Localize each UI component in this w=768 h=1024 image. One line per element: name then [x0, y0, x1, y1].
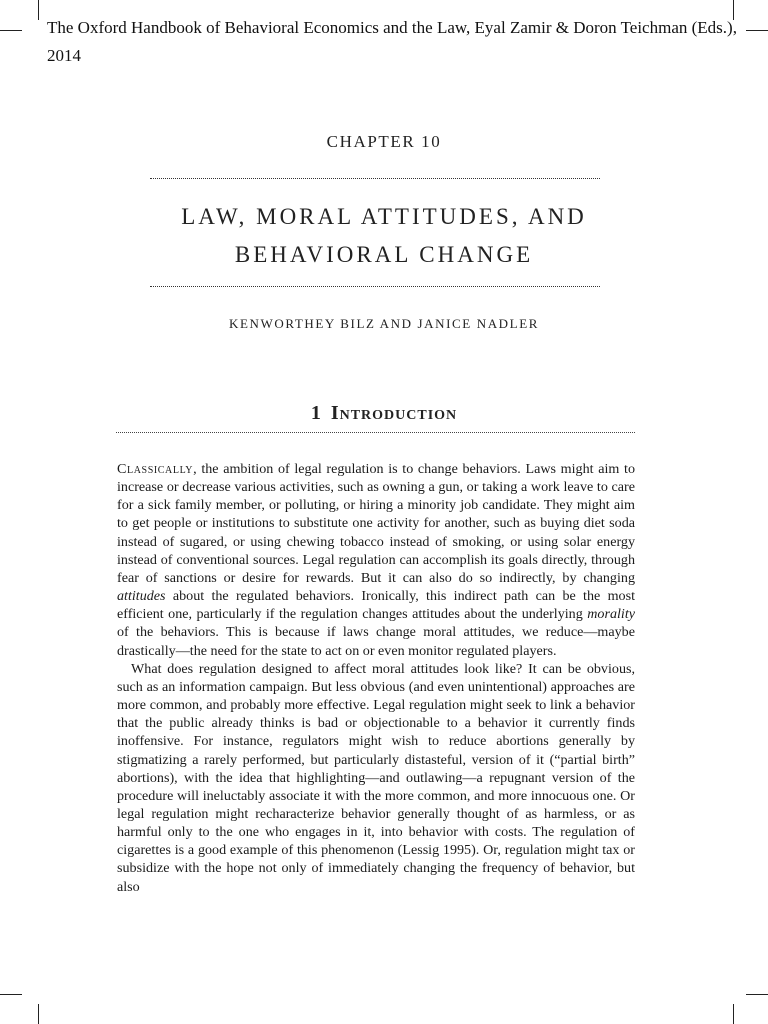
section-rule	[116, 432, 635, 433]
paragraph-text: of the behaviors. This is because if laws change moral attitudes, we reduce—maybe drastically—the need for the state to act on or even monitor regulated players.	[117, 624, 635, 659]
section-number: 1	[310, 402, 321, 424]
crop-mark	[0, 994, 22, 995]
lead-word: Classically	[117, 461, 194, 477]
emphasis-text: attitudes	[117, 588, 166, 605]
paragraph-text: , the ambition of legal regulation is to change behaviors. Laws might aim to increase or decrease various activities, such as owning a gun, or taking a work leave to care for a sick family member, or polluting, or hiring a minority job candidate. They might aim to get people or institutions to substitute one activity for another, such as buying diet soda instead of sugared, or using chewing tobacco instead of smoking, or using solar energy instead of conventional sources. Legal regulation can accomplish its goals directly, through fear of sanctions or desire for rewards. But it can also do so indirectly, by changing	[117, 461, 635, 586]
paragraph-text: about the regulated behaviors. Ironically, this indirect path can be the most efficient one, particularly if the regulation changes attitudes about the underlying	[117, 588, 635, 623]
crop-mark	[746, 30, 768, 31]
chapter-title	[0, 198, 768, 274]
body-text	[117, 460, 635, 896]
section-title: Introduction	[330, 402, 458, 424]
source-citation: The Oxford Handbook of Behavioral Economics and the Law, Eyal Zamir & Doron Teichman (Eds.), 2014	[47, 18, 737, 65]
emphasis-text: morality	[587, 606, 635, 623]
chapter-authors: KENWORTHEY BILZ AND JANICE NADLER	[228, 316, 540, 331]
paragraph: What does regulation designed to affect moral attitudes look like? It can be obvious, such as an information campaign. But less obvious (and even unintentional) approaches are more common, and probably more effective. Legal regulation might seek to link a behavior that the public already thinks is bad or objectionable to a behavior it currently finds inoffensive. For instance, regulators might wish to reduce abortions generally by stigmatizing a rarely performed, but particularly distasteful, version of it (“partial birth” abortions), with the idea that highlighting—and outlawing—a repugnant version of the procedure will ineluctably associate it with the more common, and more innocuous one. Or legal regulation might recharacterize behavior generally thought of as harmless, or as harmful only to the one who engages in it, into behavior with costs. The regulation of cigarettes is a good example of this phenomenon (Lessig 1995). Or, regulation might tax or subsidize with the hope not only of immediately changing the frequency of behavior, but also	[117, 660, 635, 895]
chapter-title-line-1: LAW, MORAL ATTITUDES, AND	[181, 204, 587, 229]
section-heading	[0, 402, 768, 425]
crop-mark	[38, 1004, 39, 1024]
crop-mark	[746, 994, 768, 995]
chapter-title-line-2: BEHAVIORAL CHANGE	[234, 242, 534, 267]
divider-bottom	[150, 286, 600, 287]
crop-mark	[0, 30, 22, 31]
paragraph	[117, 460, 635, 660]
crop-mark	[38, 0, 39, 20]
divider-top	[150, 178, 600, 179]
chapter-label: CHAPTER 10	[326, 132, 442, 151]
crop-mark	[733, 1004, 734, 1024]
